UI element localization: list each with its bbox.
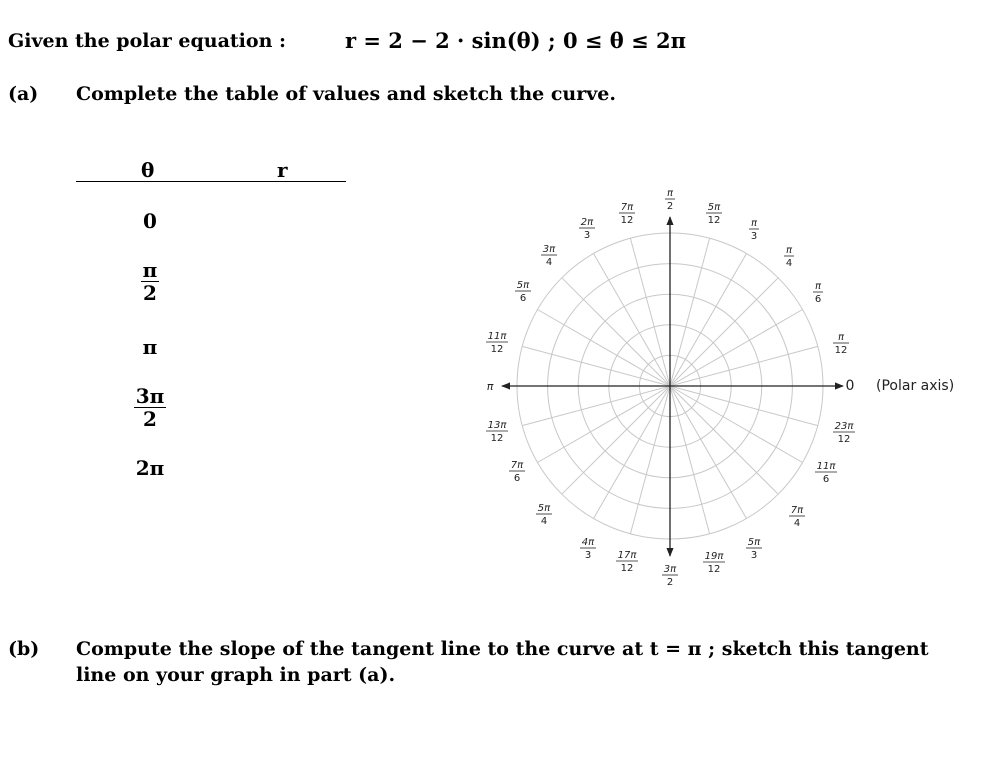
- angle-label: [665, 188, 675, 212]
- angle-label-denominator: 4: [545, 257, 553, 268]
- angle-label-numerator: 13π: [487, 420, 507, 431]
- angle-label-denominator: 12: [490, 433, 504, 444]
- angle-label-denominator: 12: [707, 215, 721, 226]
- table-row-2-theta: π: [142, 335, 158, 359]
- part-a-label: (a): [8, 83, 39, 105]
- angle-label-numerator: 3π: [542, 244, 556, 255]
- angle-label-numerator: 5π: [707, 202, 721, 213]
- part-b-text: Compute the slope of the tangent line to the curve at t = π ; sketch this tangent line on your graph in part (a).: [76, 638, 929, 686]
- angle-label-denominator: 12: [620, 563, 634, 574]
- angle-label-denominator: 12: [620, 215, 634, 226]
- angle-label: [746, 537, 762, 561]
- grid-spoke: [670, 346, 818, 386]
- angle-label-numerator: π: [837, 332, 845, 343]
- angle-label: [784, 245, 794, 269]
- angle-label: [580, 537, 596, 561]
- angle-label-numerator: π: [750, 218, 758, 229]
- angle-label-numerator: 17π: [617, 550, 637, 561]
- polar-equation: r = 2 − 2 · sin(θ) ; 0 ≤ θ ≤ 2π: [345, 28, 687, 53]
- angle-label: [541, 244, 557, 268]
- angle-label: [706, 202, 722, 226]
- grid-spoke: [670, 253, 747, 386]
- angle-label-denominator: 3: [750, 231, 758, 242]
- angle-label-denominator: 4: [793, 518, 801, 529]
- grid-spoke: [562, 386, 670, 494]
- angle-label-numerator: π: [814, 281, 822, 292]
- angle-label-denominator: 3: [584, 550, 592, 561]
- table-row-1-theta: $\frac{\pi}{2}$: [142, 258, 158, 305]
- angle-label-denominator: 12: [834, 345, 848, 356]
- angle-label: [833, 421, 855, 445]
- angle-label-numerator: 5π: [516, 280, 530, 291]
- angle-label-numerator: π: [666, 188, 674, 199]
- angle-label: [789, 505, 805, 529]
- angle-label: [813, 281, 823, 305]
- angle-label: [749, 218, 759, 242]
- grid-spoke: [670, 386, 778, 494]
- angle-label: [662, 564, 678, 588]
- grid-spoke: [594, 253, 671, 386]
- angle-label-numerator: 3π: [663, 564, 677, 575]
- grid-spoke: [670, 310, 803, 387]
- grid-spoke: [522, 346, 670, 386]
- angle-label: [515, 280, 531, 304]
- angle-label-numerator: 5π: [747, 537, 761, 548]
- grid-spoke: [522, 386, 670, 426]
- angle-label-denominator: 12: [837, 434, 851, 445]
- grid-spoke: [594, 386, 671, 519]
- angle-label: [486, 420, 508, 444]
- grid-spoke: [670, 386, 803, 463]
- grid-spoke: [670, 386, 747, 519]
- angle-label-denominator: 6: [519, 293, 527, 304]
- angle-label-numerator: 11π: [816, 461, 836, 472]
- angle-label-denominator: 12: [490, 344, 504, 355]
- angle-label: [846, 378, 855, 394]
- angle-label-denominator: 6: [513, 473, 521, 484]
- angle-label-numerator: 19π: [704, 551, 724, 562]
- part-a-text: Complete the table of values and sketch the curve.: [76, 83, 616, 105]
- angle-label-numerator: 11π: [487, 331, 507, 342]
- angle-label-denominator: 3: [750, 550, 758, 561]
- part-b-label: (b): [8, 638, 40, 660]
- table-row-4-theta: 2π: [135, 456, 165, 480]
- angle-label-denominator: 2: [666, 577, 674, 588]
- grid-spoke: [562, 278, 670, 386]
- angle-label: [509, 460, 525, 484]
- grid-spoke: [670, 238, 710, 386]
- angle-label: [579, 217, 595, 241]
- angle-label-denominator: 6: [822, 474, 830, 485]
- angle-label-denominator: 2: [666, 201, 674, 212]
- angle-label-denominator: 12: [707, 564, 721, 575]
- angle-label-denominator: 3: [583, 230, 591, 241]
- table-header-theta: θ: [141, 158, 155, 182]
- table-header-r: r: [277, 158, 288, 182]
- angle-label-numerator: 23π: [834, 421, 854, 432]
- angle-label: [619, 202, 635, 226]
- polar-axis-label: (Polar axis): [876, 378, 955, 394]
- angle-label-text: π: [486, 380, 494, 393]
- angle-label-denominator: 4: [785, 258, 793, 269]
- angle-label-denominator: 4: [540, 516, 548, 527]
- table-row-0-theta: 0: [143, 209, 157, 233]
- angle-label-numerator: 7π: [790, 505, 804, 516]
- grid-spoke: [537, 310, 670, 387]
- angle-label: [536, 503, 552, 527]
- grid-spoke: [670, 386, 710, 534]
- grid-spoke: [670, 278, 778, 386]
- grid-spoke: [537, 386, 670, 463]
- grid-spoke: [670, 386, 818, 426]
- problem-intro: Given the polar equation :: [8, 30, 287, 52]
- angle-label: [815, 461, 837, 485]
- angle-label-denominator: 6: [814, 294, 822, 305]
- angle-label-numerator: 7π: [510, 460, 524, 471]
- angle-label: [487, 380, 494, 393]
- angle-label: [703, 551, 725, 575]
- angle-label-numerator: 7π: [620, 202, 634, 213]
- grid-spoke: [630, 386, 670, 534]
- angle-label-numerator: 5π: [537, 503, 551, 514]
- angle-label: [616, 550, 638, 574]
- angle-label-numerator: π: [785, 245, 793, 256]
- angle-label-numerator: 2π: [580, 217, 594, 228]
- grid-spoke: [630, 238, 670, 386]
- angle-label: [486, 331, 508, 355]
- table-row-3-theta: $\frac{3\pi}{2}$: [135, 384, 165, 431]
- angle-label-numerator: 4π: [581, 537, 595, 548]
- angle-label-text: 0: [845, 378, 855, 394]
- angle-label: [833, 332, 849, 356]
